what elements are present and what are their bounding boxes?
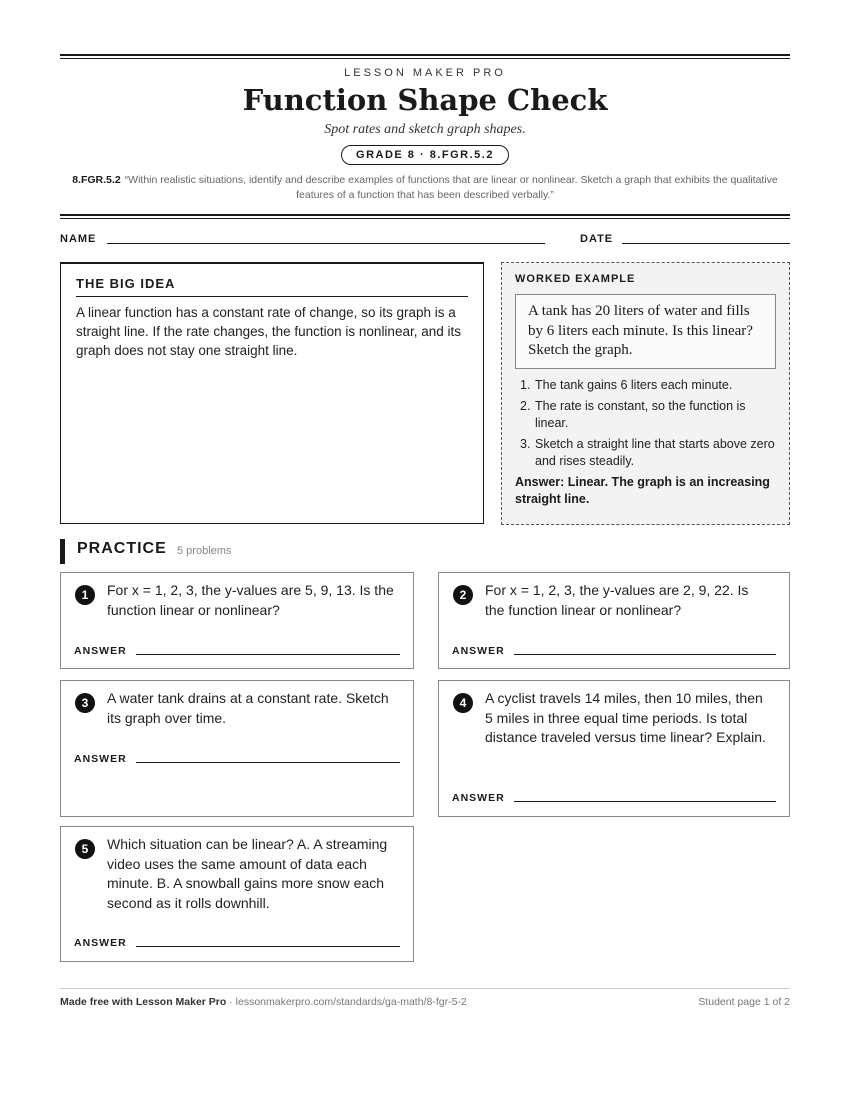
answer-label: ANSWER — [74, 937, 127, 949]
worked-example-answer: Answer: Linear. The graph is an increasing straight line. — [515, 474, 770, 506]
worked-example-problem: A tank has 20 liters of water and fills by 6 liters each minute. Is this linear? Sketch the graph. — [515, 294, 776, 369]
answer-line[interactable] — [136, 654, 400, 655]
answer-line[interactable] — [136, 946, 400, 947]
footer-made-with: Made free with Lesson Maker Pro — [60, 996, 227, 1008]
worked-step: 1. The tank gains 6 liters each minute. — [520, 377, 733, 392]
footer-page-info: Student page 1 of 2 — [698, 996, 790, 1008]
problem-number-badge: 4 — [453, 693, 473, 713]
standard-code: 8.FGR.5.2 — [72, 174, 121, 186]
problem-text: A water tank drains at a constant rate. Sketch its graph over time. — [107, 690, 389, 726]
problem-number-badge: 1 — [75, 585, 95, 605]
big-idea-box — [60, 262, 484, 524]
worked-step: 2. The rate is constant, so the function is linear. — [520, 398, 746, 430]
problem-card-5 — [60, 826, 414, 962]
problem-text: A cyclist travels 14 miles, then 10 miles, then 5 miles in three equal time periods. Is total distance traveled versus time linear? Explain. — [485, 690, 766, 745]
big-idea-body: A linear function has a constant rate of change, so its graph is a straight line. If the rate changes, the function is nonlinear, and its graph does not stay one straight line. — [76, 305, 461, 358]
answer-line[interactable] — [514, 654, 776, 655]
answer-line[interactable] — [514, 801, 776, 802]
practice-heading: PRACTICE — [77, 540, 167, 557]
problem-card-3 — [60, 680, 414, 817]
worked-step: 3. Sketch a straight line that starts above zero and rises steadily. — [520, 436, 775, 468]
problem-card-4 — [438, 680, 790, 817]
footer-url: · lessonmakerpro.com/standards/ga-math/8-fgr-5-2 — [226, 996, 467, 1008]
name-field-line[interactable] — [107, 243, 545, 244]
standard-text: “Within realistic situations, identify and describe examples of functions that are linear or nonlinear. Sketch a graph that exhibits the qualitative features of a function that has been described verbally.” — [124, 174, 778, 201]
problem-number-badge: 2 — [453, 585, 473, 605]
worked-example-box — [501, 262, 790, 525]
problem-text: For x = 1, 2, 3, the y-values are 2, 9, 22. Is the function linear or nonlinear? — [485, 582, 749, 618]
header-top-rule — [60, 54, 790, 59]
problem-number-badge: 3 — [75, 693, 95, 713]
answer-label: ANSWER — [74, 753, 127, 765]
date-label: DATE — [580, 233, 614, 245]
page-title: Function Shape Check — [242, 83, 608, 117]
brand-name: LESSON MAKER PRO — [344, 67, 506, 79]
page-subtitle: Spot rates and sketch graph shapes. — [324, 122, 526, 137]
answer-label: ANSWER — [452, 645, 505, 657]
problem-card-2 — [438, 572, 790, 669]
grade-badge-wrap — [60, 145, 790, 165]
problem-text: Which situation can be linear? A. A streaming video uses the same amount of data each minute. B. A snowball gains more snow each second as it rolls downhill. — [107, 836, 388, 911]
header-bottom-rule — [60, 214, 790, 219]
problem-card-1 — [60, 572, 414, 669]
grade-badge: GRADE 8 · 8.FGR.5.2 — [341, 145, 509, 165]
worked-example-steps — [515, 377, 776, 470]
name-label: NAME — [60, 233, 97, 245]
practice-accent-bar — [60, 539, 65, 564]
problem-number-badge: 5 — [75, 839, 95, 859]
answer-line[interactable] — [136, 762, 400, 763]
answer-label: ANSWER — [452, 792, 505, 804]
name-date-row — [60, 231, 790, 247]
practice-count: 5 problems — [177, 545, 232, 557]
page-footer — [60, 988, 790, 1008]
problem-text: For x = 1, 2, 3, the y-values are 5, 9, 13. Is the function linear or nonlinear? — [107, 582, 394, 618]
standard-statement — [60, 173, 790, 203]
date-field-line[interactable] — [622, 243, 790, 244]
big-idea-heading: THE BIG IDEA — [76, 276, 468, 297]
worked-example-heading: WORKED EXAMPLE — [515, 273, 636, 285]
answer-label: ANSWER — [74, 645, 127, 657]
